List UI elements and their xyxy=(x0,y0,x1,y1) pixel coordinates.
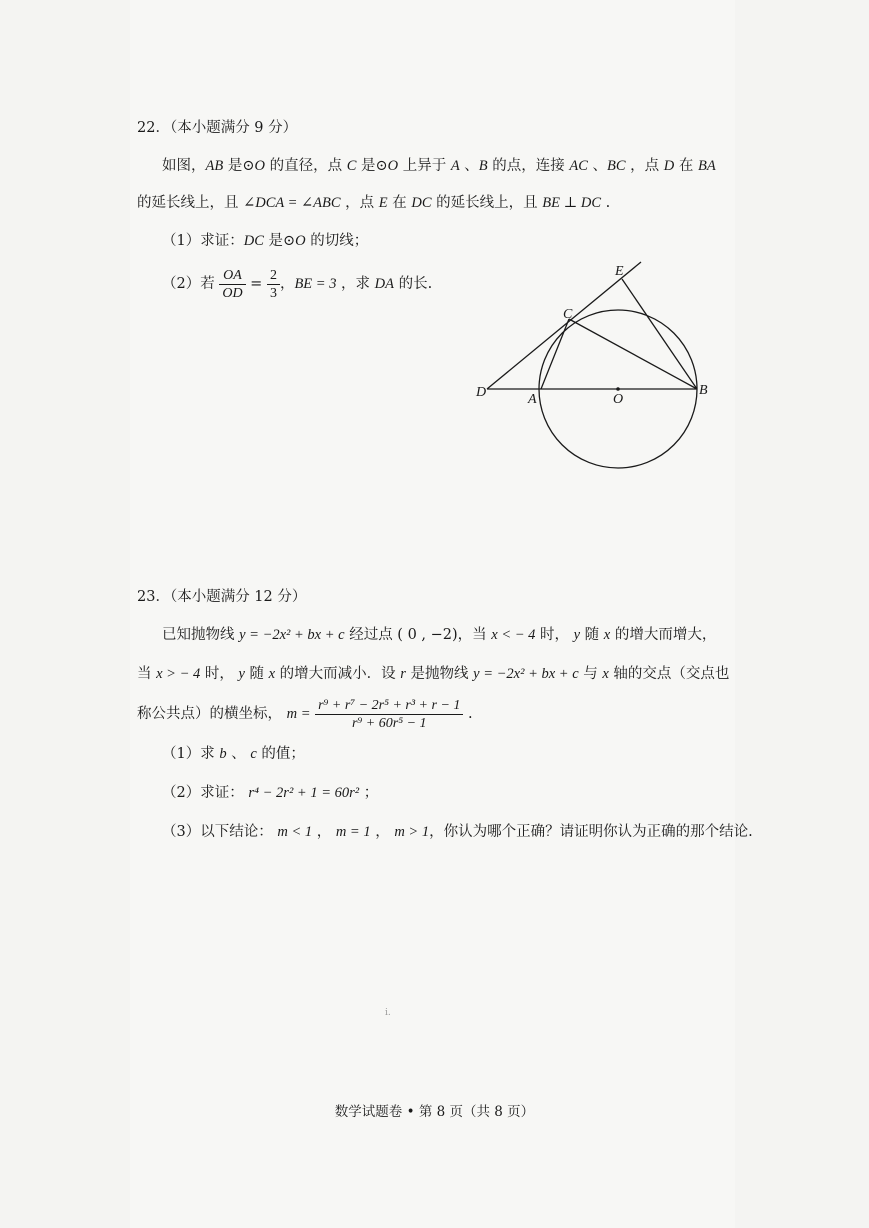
ratio-fraction: $\frac{OA}{OD}$ xyxy=(219,267,245,302)
center-point xyxy=(616,387,620,391)
q23-stem-line2: 当 x > − 4 时， y 随 x 的增大而减小．设 r 是抛物线 y = −2x² + bx + c 与 x 轴的交点（交点也 xyxy=(137,666,730,682)
value-fraction: $\frac{2}{3}$ xyxy=(267,267,280,302)
scan-speck: i. xyxy=(385,1008,391,1018)
q23-part2: （2）求证： r⁴ − 2r² + 1 = 60r² ； xyxy=(162,785,379,801)
q22-part1: （1）求证：DC 是⊙O 的切线； xyxy=(162,233,369,249)
q23-stem-line1: 已知抛物线 y = −2x² + bx + c 经过点 ( 0 , −2)，当 x < − 4 时， y 随 x 的增大而增大， xyxy=(162,627,717,643)
q22-part2: （2）若 $\frac{OA}{OD}$ = $\frac{2}{3}$ ，BE = 3 ，求 DA 的长. xyxy=(162,267,433,301)
label-b: B xyxy=(699,383,708,398)
q23-heading: 23．（本小题满分 12 分） xyxy=(137,589,307,605)
q23-stem-line3: 称公共点）的横坐标， m = $\frac{\text{r⁹ + r⁷ − 2r⁵ + r³ + r − 1}}{\text{r⁹ + 60r⁵ − 1}}$ . xyxy=(137,697,473,731)
page-footer: 数学试题卷 • 第 8 页（共 8 页） xyxy=(334,1104,535,1120)
segment-cb xyxy=(569,319,697,389)
label-o: O xyxy=(613,392,624,407)
line-dce xyxy=(487,262,641,389)
segment-be xyxy=(622,279,697,389)
q22-stem-line1: 如图，AB 是⊙O 的直径，点 C 是⊙O 上异于 A 、B 的点，连接 AC 、BC ，点 D 在 BA xyxy=(162,158,716,174)
q22-stem-line2: 的延长线上，且 ∠DCA = ∠ABC ，点 E 在 DC 的延长线上，且 BE ⊥ DC . xyxy=(137,195,611,211)
m-fraction: $\frac{\text{r⁹ + r⁷ − 2r⁵ + r³ + r − 1}}{\text{r⁹ + 60r⁵ − 1}}$ xyxy=(315,697,463,732)
q23-part3: （3）以下结论： m < 1 ， m = 1 ， m > 1，你认为哪个正确？请证明你认为正确的那个结论. xyxy=(162,824,753,840)
label-c: C xyxy=(563,307,573,322)
label-a: A xyxy=(528,392,537,407)
label-d: D xyxy=(476,385,487,400)
segment-ac xyxy=(541,319,569,389)
q23-part1: （1）求 b 、 c 的值； xyxy=(162,746,305,762)
q22-heading: 22．（本小题满分 9 分） xyxy=(137,120,298,136)
label-e: E xyxy=(615,264,624,279)
